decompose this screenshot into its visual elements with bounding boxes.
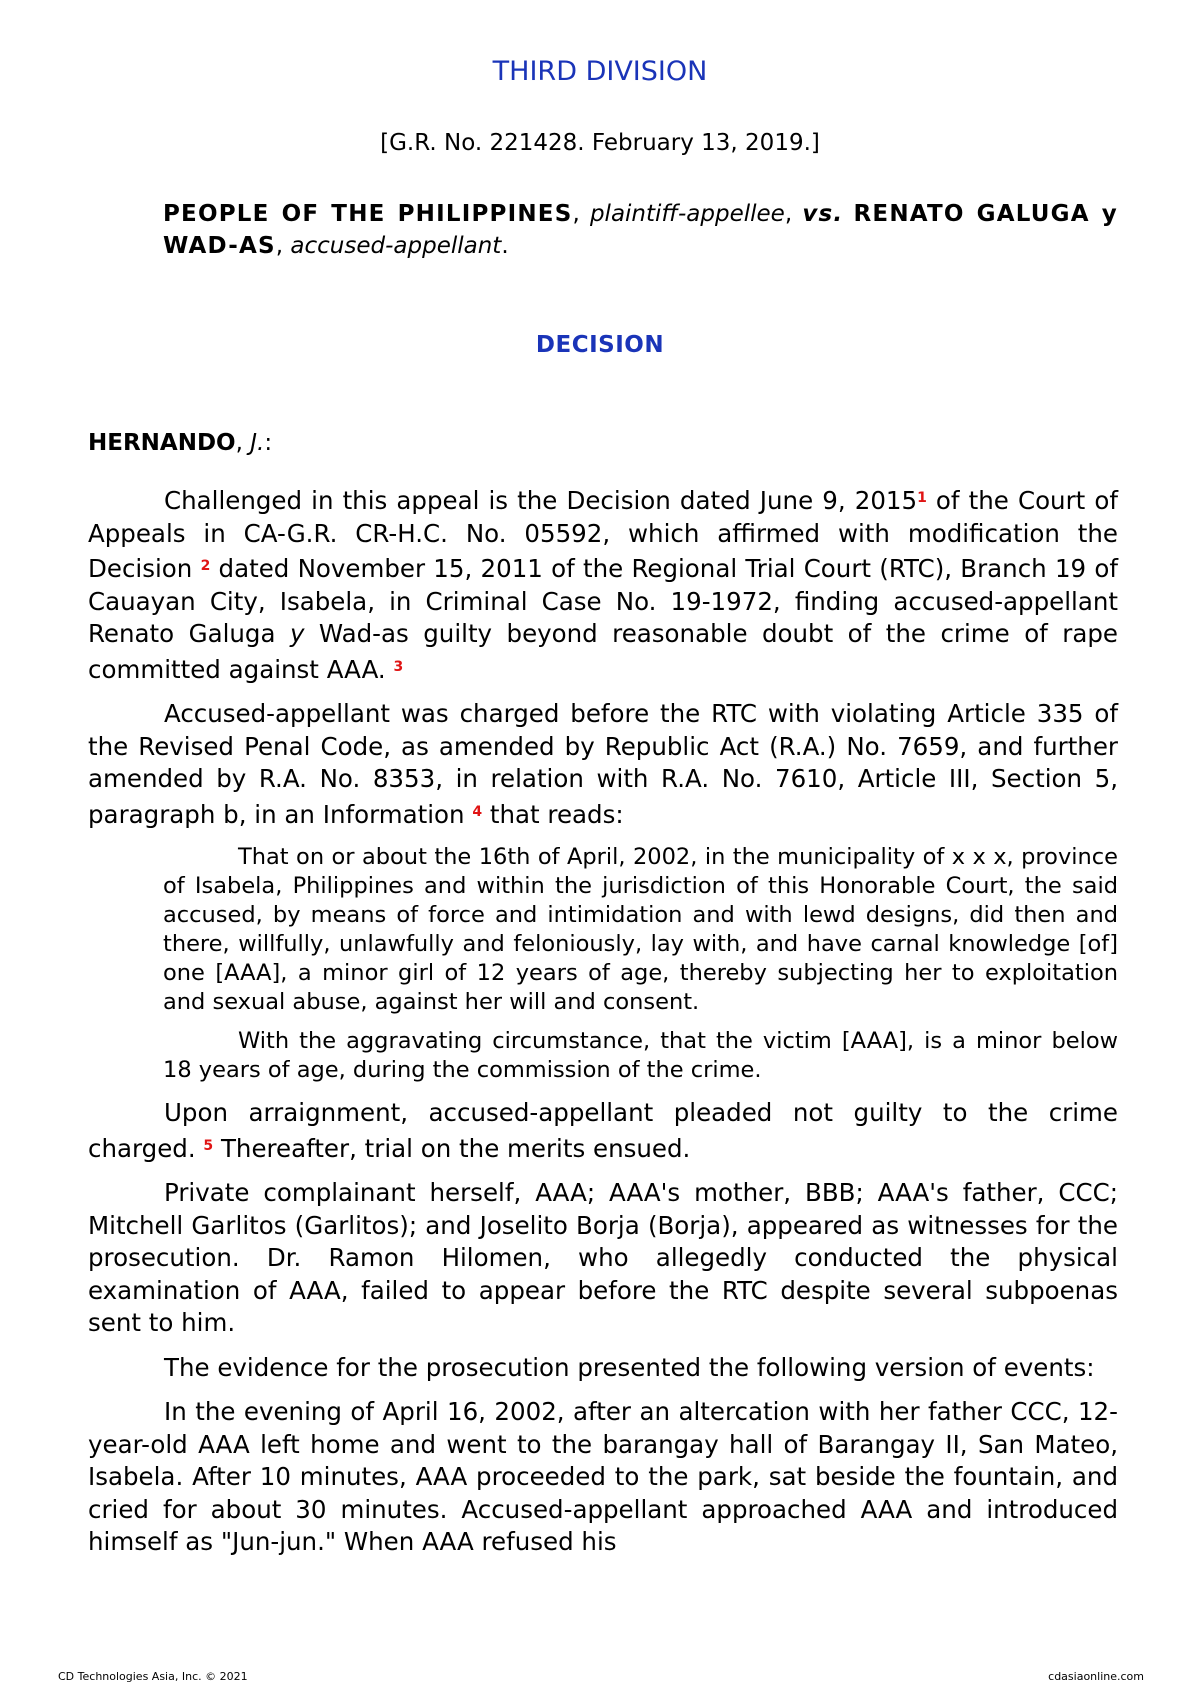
footnote-link-2[interactable]: 2 — [200, 558, 211, 574]
quote-paragraph-2: With the aggravating circumstance, that the victim [AAA], is a minor below 18 years of age, during the commission of the crime. — [163, 1028, 1118, 1083]
quote-paragraph-1: That on or about the 16th of April, 2002, in the municipality of x x x, province of Isabela, Philippines and within the jurisdiction of this Honorable Court, the said accused, by means of force and intimidation and with lewd designs, did then and there, willfully, unlawfully and feloniously, lay with, and have carnal knowledge [of] one [AAA], a minor girl of 12 years of age, thereby subjecting her to exploitation and sexual abuse, against her will and consent. — [163, 844, 1118, 1015]
paragraph-5: The evidence for the prosecution presented the following version of events: — [164, 1352, 1095, 1382]
information-quote — [163, 843, 1118, 1085]
ponente-line: HERNANDO, J.: — [88, 430, 273, 456]
paragraph-6: In the evening of April 16, 2002, after an altercation with her father CCC, 12-year-old AAA left home and went to the barangay hall of Barangay II, San Mateo, Isabela. After 10 minutes, AAA proceeded to the park, sat beside the fountain, and cried for about 30 minutes. Accused-appellant approached AAA and introduced himself as "Jun-jun." When AAA refused his — [88, 1397, 1118, 1556]
decision-body — [88, 482, 1118, 1571]
text-run: Thereafter, trial on the merits ensued. — [213, 1133, 691, 1163]
text-run: Accused-appellant was charged before the RTC with violating Article 335 of the Revised Penal Code, as amended by Republic Act (R.A.) No. 7659, and further amended by R.A. No. 8353, in relation with R.A. No. 7610, Article III, Section 5, paragraph b, in an Information — [88, 699, 1118, 829]
text-run: Challenged in this appeal is the Decision dated June 9, 2015 — [164, 486, 918, 515]
text-run: dated November 15, 2011 of the Regional Trial Court (RTC), Branch 19 of Cauayan City, Isabela, in Criminal Case No. 19-1972, finding accused-appellant Renato Galuga — [88, 554, 1118, 648]
decision-title: DECISION — [535, 332, 665, 358]
text-run: of the Court of Appeals in CA-G.R. CR-H.C. No. 05592, which affirmed with modification the Decision — [88, 486, 1118, 583]
accused-name: RENATO GALUGA y WAD-AS — [163, 201, 1118, 259]
paragraph-3 — [88, 1097, 1118, 1165]
footnote-link-1[interactable]: 1 — [917, 490, 927, 506]
accused-role: accused-appellant — [290, 233, 502, 259]
plaintiff-role: plaintiff-appellee — [589, 201, 785, 227]
italic-run: y — [289, 619, 305, 648]
footnote-link-3[interactable]: 3 — [393, 658, 404, 675]
paragraph-1 — [88, 482, 1118, 686]
versus-label: vs. — [802, 201, 844, 227]
paragraph-2 — [88, 698, 1118, 831]
plaintiff-name: PEOPLE OF THE PHILIPPINES — [163, 201, 573, 227]
text-run: Wad-as guilty beyond reasonable doubt of the crime of rape committed against AAA. — [88, 619, 1118, 684]
text-run: Upon arraignment, accused-appellant pleaded not guilty to the crime charged. — [88, 1098, 1118, 1163]
case-number: [G.R. No. 221428. February 13, 2019.] — [380, 130, 820, 156]
division-heading: THIRD DIVISION — [492, 56, 708, 87]
case-parties: PEOPLE OF THE PHILIPPINES, plaintiff-appellee, vs. RENATO GALUGA y WAD-AS, accused-appellant. — [163, 201, 1118, 259]
paragraph-4: Private complainant herself, AAA; AAA's mother, BBB; AAA's father, CCC; Mitchell Garlitos (Garlitos); and Joselito Borja (Borja), appeared as witnesses for the prosecution. Dr. Ramon Hilomen, who allegedly conducted the physical examination of AAA, failed to appear before the RTC despite several subpoenas sent to him. — [88, 1178, 1118, 1337]
footer-copyright: CD Technologies Asia, Inc. © 2021 — [58, 1670, 248, 1683]
footnote-link-5[interactable]: 5 — [203, 1137, 214, 1154]
text-run: that reads: — [482, 799, 624, 829]
footnote-link-4[interactable]: 4 — [472, 803, 483, 820]
ponente-title: J. — [250, 430, 265, 456]
ponente-name: HERNANDO — [88, 430, 236, 456]
footer-site: cdasiaonline.com — [1048, 1670, 1144, 1683]
